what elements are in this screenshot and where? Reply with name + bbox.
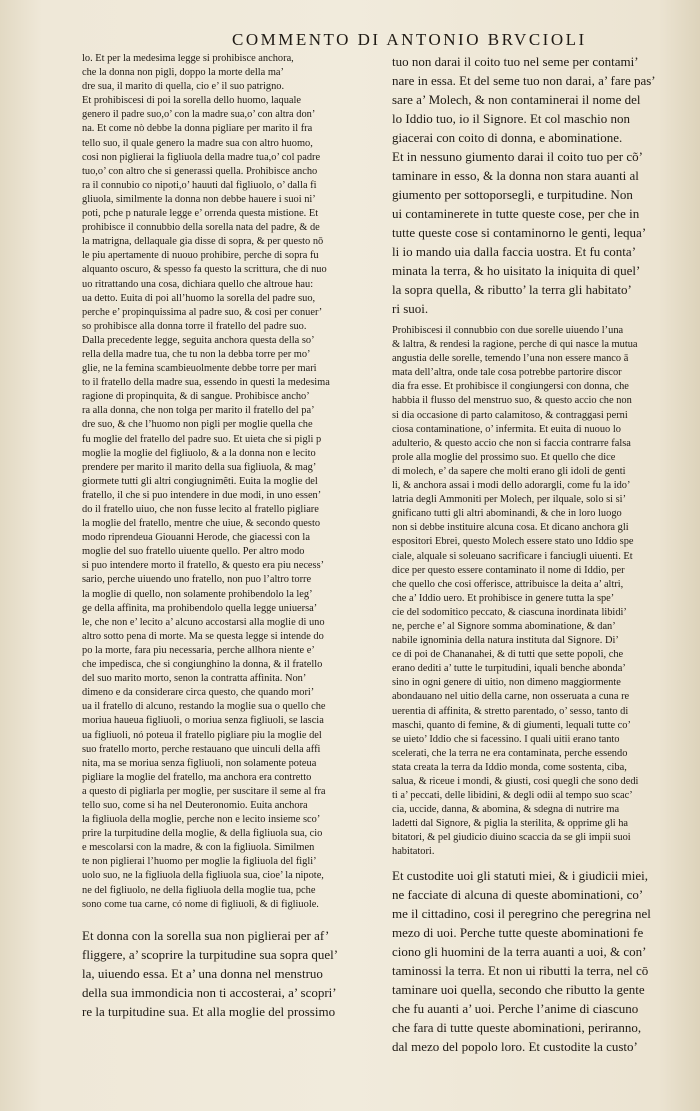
text-line: poti, pche p naturale legge e’ orrenda questa mistione. Et bbox=[82, 208, 319, 220]
text-line: non si debbe instituire alcuna cosa. Et dicano anchora gli bbox=[392, 522, 629, 534]
text-line: salua, & riceue i mondi, & giusti, cosi quegli che sono dedi bbox=[392, 776, 639, 787]
text-line: moglie la moglie del figliuolo, & a la donna non e lecito bbox=[82, 447, 316, 459]
text-line: prendere per marito il marito della sua figliuola, & mag’ bbox=[82, 461, 317, 473]
text-line: la moglie del fratello, mentre che uiue, & secondo questo bbox=[82, 518, 321, 530]
text-line: dre suo, & che l’huomo non pigli per moglie quella che bbox=[82, 419, 313, 431]
text-line: fratello, il che si puo intendere in due modi, in uno essen’ bbox=[82, 489, 322, 501]
text-line: tutte queste cose si contaminorno le genti, lequa’ bbox=[392, 225, 647, 240]
text-line: taminare uoi quella, secondo che ributto la gente bbox=[392, 981, 645, 997]
text-line: ra alla donna, che non tolga per marito il fratello del pa’ bbox=[82, 405, 315, 417]
text-line: che fu auanti a’ uoi. Perche l’anime di ciascuno bbox=[392, 1000, 639, 1016]
text-line: genero il padre suo,o’ con la madre sua,o’ con altra don’ bbox=[82, 109, 316, 121]
text-line: taminossi la terra. Et non ui ributti la terra, nel cō bbox=[392, 962, 649, 978]
text-line: e mescolarsi con la madre, & con la figliuola. Similmen bbox=[82, 842, 315, 854]
scripture-block bbox=[82, 926, 397, 1021]
text-line: si puo intendere morto il fratello, & questo era piu necess’ bbox=[82, 560, 325, 572]
text-line: dia fra esse. Et prohibisce il congiungersi con donna, che bbox=[392, 381, 629, 393]
text-line: & laltra, & rendesi la ragione, perche di qui nasce la mutua bbox=[392, 339, 638, 351]
text-line: suo fratello morto, perche restauano que uinculi della affi bbox=[82, 743, 321, 755]
text-line: ti a’ peccati, delle libidini, & degli odii al tempo suo scac’ bbox=[392, 790, 633, 802]
text-line: Et in nessuno giumento darai il coito tuo per cõ’ bbox=[392, 149, 643, 164]
text-line: prole alla moglie del prossimo suo. Et quello che dice bbox=[392, 451, 616, 463]
commentary-block bbox=[82, 52, 397, 912]
text-line: ri suoi. bbox=[392, 301, 429, 316]
text-line: ne del figliuolo, ne della figliuola della moglie tua, pche bbox=[82, 884, 316, 896]
left-column bbox=[82, 52, 397, 1027]
text-line: fliggere, a’ scoprire la turpitudine sua sopra quel’ bbox=[82, 946, 339, 962]
text-line: habitatori. bbox=[392, 846, 435, 858]
text-line: fu moglie del fratello del padre suo. Et uieta che si pigli p bbox=[82, 433, 322, 445]
paragraph-gap bbox=[82, 918, 397, 926]
text-line: li io mando uia dalla faccia uostra. Et fu conta’ bbox=[392, 244, 637, 259]
text-line: maschi, quanto di femine, & di giumenti, lequali tutte co’ bbox=[392, 719, 631, 731]
commentary-block bbox=[392, 324, 692, 860]
text-line: rella della madre tua, che tu non la debba torre per mo’ bbox=[82, 348, 311, 360]
right-column bbox=[392, 52, 692, 1062]
text-line: le piu apertamente di nuouo prohibire, perche di sopra fu bbox=[82, 250, 319, 262]
text-line: dal mezo del popolo loro. Et custodite la custo’ bbox=[392, 1038, 638, 1054]
text-line: taminare in esso, & la donna non stara auanti al bbox=[392, 168, 639, 183]
text-line: angustia delle sorelle, temendo l’una non essere manco ā bbox=[392, 353, 629, 365]
text-line: la figliuola della moglie, perche non e lecito insieme sco’ bbox=[82, 814, 321, 826]
text-line: gliuola, similmente la donna non debbe hauere i suoi ni’ bbox=[82, 193, 316, 205]
text-line: sono come tua carne, có nome di figliuoli, & di figliuole. bbox=[82, 898, 319, 910]
running-title: COMMENTO DI ANTONIO BRVCIOLI bbox=[232, 30, 587, 49]
text-line: di molech, e’ da sapere che molti erano gli idoli de genti bbox=[392, 465, 626, 477]
text-line: re la turpitudine sua. Et alla moglie del prossimo bbox=[82, 1003, 336, 1019]
text-line: della sua immondicia non ti accosterai, a’ scopri’ bbox=[82, 984, 337, 1000]
text-line: ra il connubio co nipoti,o’ hauuti dal figliuolo, o’ dalla fi bbox=[82, 179, 317, 191]
text-line: me il cittadino, cosi il peregrino che peregrina nel bbox=[392, 905, 651, 921]
text-line: moglie del suo fratello uiuente quello. Per altro modo bbox=[82, 546, 305, 558]
text-line: tuo,o’ con altro che si generassi quella. Prohibisce ancho bbox=[82, 165, 318, 177]
text-line: na. Et come nò debbe la donna pigliare per marito il fra bbox=[82, 123, 313, 135]
text-line: che la donna non pigli, doppo la morte della ma’ bbox=[82, 67, 284, 79]
text-line: che impedisca, che si congiunghino la donna, & il fratello bbox=[82, 659, 323, 671]
text-line: ce di poi de Chananahei, & di tutti que sette popoli, che bbox=[392, 649, 624, 661]
text-line: lo Iddio tuo, io il Signore. Et col maschio non bbox=[392, 111, 630, 126]
text-line: modo riprendeua Giouanni Herode, che giacessi con la bbox=[82, 532, 310, 544]
text-line: gnificano tutti gli altri abominandi, & che in loro luogo bbox=[392, 508, 622, 520]
text-line: ne, perche e’ al Signore somma abominatione, & dan’ bbox=[392, 620, 616, 632]
text-line: ciono gli huomini de la terra auanti a uoi, & con’ bbox=[392, 943, 647, 959]
text-line: si dia occasione di parto calamitoso, & contraggasi perni bbox=[392, 409, 628, 421]
text-line: abondauano nel uitio della carne, non osseruata a cuna re bbox=[392, 691, 630, 703]
text-line: alquanto oscuro, & spesso fa questo la scrittura, che di nuo bbox=[82, 264, 327, 276]
text-line: pigliare la moglie del fratello, ma anchora era contretto bbox=[82, 771, 312, 783]
text-line: la, uiuendo essa. Et a’ una donna nel menstruo bbox=[82, 965, 323, 981]
text-line: Prohibiscesi il connubbio con due sorelle uiuendo l’una bbox=[392, 325, 624, 336]
text-line: mata dell’altra, onde tale cosa potrebbe partorire discor bbox=[392, 367, 622, 379]
text-line: che quello che cosi offerisce, attribuisce la deita a’ altri, bbox=[392, 578, 624, 590]
text-line: ua detto. Euita di poi all’huomo la sorella del padre suo, bbox=[82, 292, 316, 304]
text-line: Et donna con la sorella sua non piglierai per af’ bbox=[82, 927, 330, 943]
text-line: tuo non darai il coito tuo nel seme per contami’ bbox=[392, 54, 639, 69]
text-line: glie, ne la femina scambieuolmente debbe torre per mari bbox=[82, 363, 317, 375]
text-line: ui contaminerete in tutte queste cose, per che in bbox=[392, 206, 640, 221]
text-line: so prohibisce alla donna torre il fratello del padre suo. bbox=[82, 320, 307, 332]
scripture-block bbox=[392, 52, 692, 318]
text-line: moriua haueua figliuoli, o moriua senza figliuoli, se lascia bbox=[82, 715, 324, 727]
text-line: mezo di uoi. Perche tutte queste abominationi fe bbox=[392, 924, 644, 940]
text-line: ciosa contaminatione, o’ infermita. Et euita di nuouo lo bbox=[392, 423, 621, 435]
text-line: erano dediti a’ tutte le turpitudini, iquali benche abonda’ bbox=[392, 663, 626, 675]
text-line: giormete tutti gli altri congiugnimẽti. Euita la moglie del bbox=[82, 475, 318, 487]
text-line: Et custodite uoi gli statuti miei, & i giudicii miei, bbox=[392, 867, 649, 883]
text-line: del suo marito morto, senon la contratta affinita. Non’ bbox=[82, 673, 307, 685]
text-line: altro sotto pena di morte. Ma se questa legge si intende do bbox=[82, 630, 324, 642]
text-line: espositori Ebrei, questo Molech essere stato uno Iddio spe bbox=[392, 536, 634, 548]
text-line: giacerai con coito di donna, e abominatione. bbox=[392, 130, 623, 145]
text-line: li, & anchora assai i modi dello adorargli, come fu la ido’ bbox=[392, 480, 631, 492]
text-line: se uieto’ Iddio che si facessino. I quali uitii erano tanto bbox=[392, 733, 620, 745]
text-line: cie del sodomitico peccato, & ciascuna inordinata libidi’ bbox=[392, 606, 627, 618]
text-line: dimeno e da considerare circa questo, che quando mori’ bbox=[82, 687, 315, 699]
text-line: sare a’ Molech, & non contaminerai il nome del bbox=[392, 92, 641, 107]
text-line: le, che non e’ lecito a’ alcuno accostarsi alla moglie di uno bbox=[82, 616, 325, 628]
text-line: la matrigna, dellaquale gia disse di sopra, & per questo nō bbox=[82, 236, 324, 248]
text-line: prire la turpitudine della moglie, & della figliuola sua, cio bbox=[82, 828, 323, 840]
text-line: uolo suo, ne la figliuola della figliuola sua, cioe’ la nipote, bbox=[82, 870, 324, 882]
text-line: la moglie di quello, non solamente prohibendolo la leg’ bbox=[82, 588, 313, 600]
text-line: po la morte, fara piu necessaria, perche allhora niente e’ bbox=[82, 644, 315, 656]
text-line: habbia il flusso del menstruo suo, & questo accio che non bbox=[392, 395, 632, 407]
text-line: uo ritrattando una cosa, dichiara quello che altroue hau: bbox=[82, 278, 314, 290]
text-line: te non piglierai l’huomo per moglie la figliuola del figli’ bbox=[82, 856, 317, 868]
text-line: a questo di pigliarla per moglie, per suscitare il seme al fra bbox=[82, 785, 326, 797]
text-line: Dalla precedente legge, seguita anchora questa della so’ bbox=[82, 334, 315, 346]
text-line: Et prohibiscesi di poi la sorella dello huomo, laquale bbox=[82, 95, 302, 107]
text-line: sario, perche uiuendo uno fratello, non puo l’altro torre bbox=[82, 574, 312, 586]
text-line: dice per questo essere contaminato il nome di Iddio, per bbox=[392, 564, 625, 576]
text-line: stata creata la terra da Iddio monda, come sostenta, ciba, bbox=[392, 761, 627, 773]
text-line: nita, ma se moriua senza figliuoli, non solamente poteua bbox=[82, 757, 317, 769]
text-line: lo. Et per la medesima legge si prohibisce anchora, bbox=[82, 53, 294, 64]
text-line: nabile ignominia della natura instituta dal Signore. Di’ bbox=[392, 635, 619, 647]
text-line: to il fratello della madre sua, essendo in questi la medesima bbox=[82, 377, 330, 389]
text-line: ge della affinita, ma prohibendolo quella legge uniuersa’ bbox=[82, 602, 318, 614]
text-line: prohibisce il connubbio della sorella nata del padre, & de bbox=[82, 222, 320, 234]
text-line: tello suo, come si ha nel Deuteronomio. Euita anchora bbox=[82, 799, 308, 811]
text-line: scelerati, che la terra ne era contaminata, perche essendo bbox=[392, 747, 628, 759]
text-line: la sopra quella, & ributto’ la terra gli habitato’ bbox=[392, 282, 632, 297]
text-line: che fara di tutte queste abominationi, periranno, bbox=[392, 1019, 642, 1035]
scripture-block bbox=[392, 866, 692, 1056]
text-line: sino in ogni genere di uitio, non dimeno maggiormente bbox=[392, 677, 621, 689]
text-line: giumento per sottoporsegli, e turpitudine. Non bbox=[392, 187, 633, 202]
text-line: minata la terra, & ho uisitato la iniquita di quel’ bbox=[392, 263, 641, 278]
text-line: che a’ Iddio uero. Et prohibisce in genere tutta la spe’ bbox=[392, 592, 615, 604]
text-line: cia, uccide, danna, & abomina, & sdegna di nutrire ma bbox=[392, 804, 620, 816]
text-line: nare in essa. Et del seme tuo non darai, a’ fare pas’ bbox=[392, 73, 656, 88]
text-line: ua il fratello di alcuno, restando la moglie sua o quello che bbox=[82, 701, 326, 713]
text-line: ne facciate di alcuna di queste abominationi, co’ bbox=[392, 886, 644, 902]
text-line: ciale, alquale si soleuano sacrificare i fanciugli uiuenti. Et bbox=[392, 550, 633, 562]
text-line: cosi non piglierai la figliuola della madre tua,o’ col padre bbox=[82, 151, 321, 163]
text-line: bitatori, & pel giudicio diuino scaccia da se gli impii suoi bbox=[392, 832, 631, 844]
text-line: latria degli Ammoniti per Molech, per ilquale, solo si si’ bbox=[392, 494, 627, 506]
text-line: uerentia di affinita, & stretto parentado, o’ sesso, tanto di bbox=[392, 705, 629, 717]
text-line: ragione di propinquita, & di sangue. Prohibisce ancho’ bbox=[82, 391, 310, 403]
text-line: dre sua, il marito di quella, cio e’ il suo patrigno. bbox=[82, 81, 285, 93]
text-line: ladetti dal Signore, & piglia la sterilita, & opprime gli ha bbox=[392, 818, 629, 830]
text-line: ua figliuoli, nó poteua il fratello pigliare piu la moglie del bbox=[82, 729, 322, 741]
text-line: perche e’ propinquissima al padre suo, & cosi per conuer’ bbox=[82, 306, 323, 318]
text-line: do il fratello uiuo, che non fusse lecito al fratello pigliare bbox=[82, 504, 319, 515]
text-line: tello suo, il quale genero la madre sua con altro huomo, bbox=[82, 137, 313, 149]
text-line: adulterio, & questo accio che non si faccia contrarre falsa bbox=[392, 437, 631, 449]
